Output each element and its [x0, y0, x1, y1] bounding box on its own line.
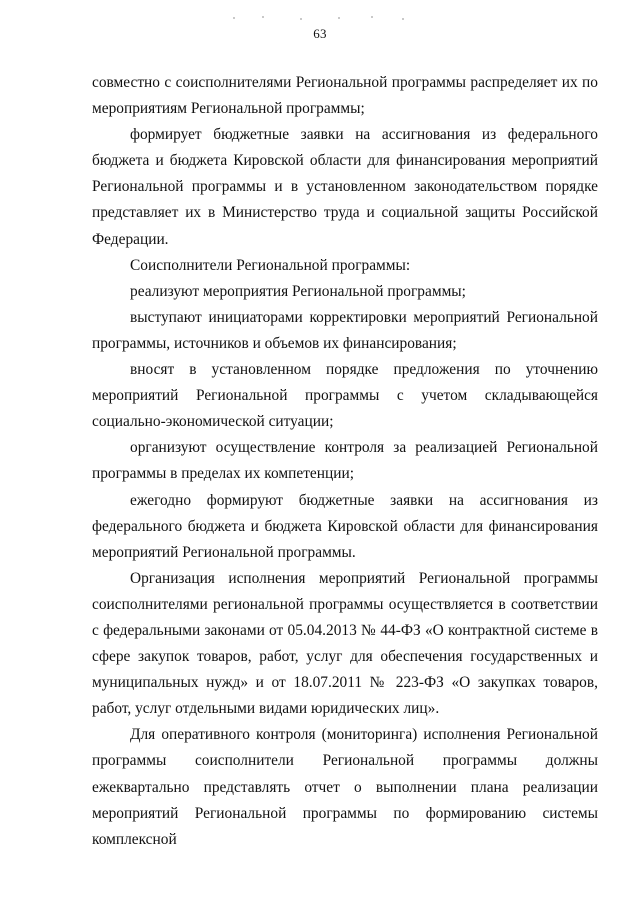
paragraph: ежегодно формируют бюджетные заявки на ассигнования из федерального бюджета и бюджета Кировской области для финансирования мероприятий Региональной программы.: [92, 491, 598, 561]
paragraph: реализуют мероприятия Региональной программы;: [130, 282, 466, 300]
paragraph: Организация исполнения мероприятий Региональной программы соисполнителями региональной программы осуществляется в соответствии с федеральными законами от 05.04.2013 № 44-ФЗ «О контрактной системе в сфере закупок товаров, работ, услуг для обеспечения государственных и муниципальных нужд» и от 18.07.2011 № 223-ФЗ «О закупках товаров, работ, услуг отдельными видами юридических лиц».: [92, 569, 598, 718]
document-body: [92, 70, 598, 853]
scan-speck: [402, 18, 404, 20]
scan-speck: [338, 17, 340, 19]
scan-speck: [233, 17, 235, 19]
paragraph: формирует бюджетные заявки на ассигнования из федерального бюджета и бюджета Кировской области для финансирования мероприятий Региональной программы и в установленном законодательством порядке представляет их в Министерство труда и социальной защиты Российской Федерации.: [92, 126, 598, 248]
scan-speck: [300, 18, 302, 20]
paragraph: организуют осуществление контроля за реализацией Региональной программы в пределах их компетенции;: [92, 439, 598, 483]
paragraph: выступают инициаторами корректировки мероприятий Региональной программы, источников и объемов их финансирования;: [92, 308, 598, 352]
scan-speck: [371, 16, 373, 18]
page-number: 63: [313, 26, 327, 41]
paragraph: Для оперативного контроля (мониторинга) исполнения Региональной программы соисполнители Региональной программы должны ежеквартально представлять отчет о выполнении плана реализации мероприятий Региональной программы по формированию системы комплексной: [92, 726, 598, 848]
paragraph: совместно с соисполнителями Региональной программы распределяет их по мероприятиям Региональной программы;: [92, 74, 598, 118]
paragraph: вносят в установленном порядке предложения по уточнению мероприятий Региональной программы с учетом складывающейся социально-экономической ситуации;: [92, 361, 598, 431]
scan-speck: [262, 16, 264, 18]
paragraph: Соисполнители Региональной программы:: [130, 256, 411, 274]
